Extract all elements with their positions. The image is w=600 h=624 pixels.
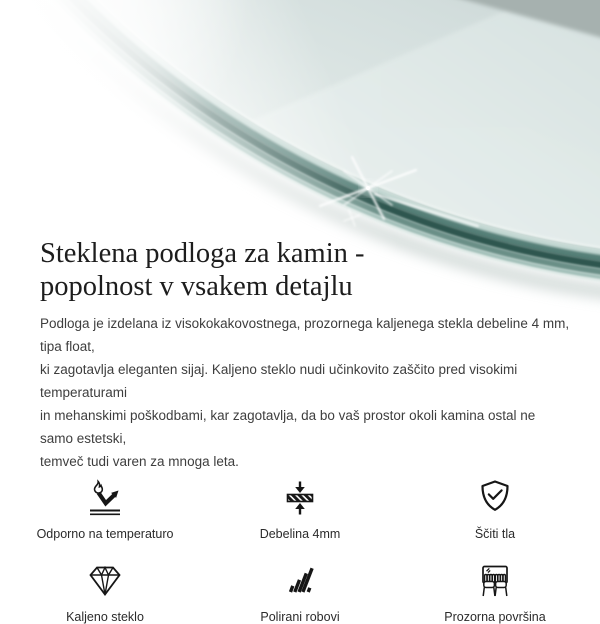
feature-label: Odporno na temperaturo bbox=[36, 527, 174, 541]
feature-grid bbox=[36, 478, 560, 624]
feature-protects-floor bbox=[430, 478, 560, 541]
paragraph-line: in mehanskimi poškodbami, kar zagotavlja, da bo vaš prostor okoli kamina ostal ne samo estetski, bbox=[40, 408, 536, 446]
polished-edges-icon bbox=[280, 561, 320, 601]
feature-label: Kaljeno steklo bbox=[66, 610, 144, 624]
feature-polished-edges bbox=[235, 561, 365, 624]
shield-check-icon bbox=[475, 478, 515, 518]
feature-tempered-glass bbox=[40, 561, 170, 624]
feature-thickness bbox=[235, 478, 365, 541]
paragraph-line: temveč tudi varen za mnoga leta. bbox=[40, 454, 239, 469]
page-title-line1: Steklena podloga za kamin - bbox=[40, 238, 365, 269]
thickness-4mm-icon bbox=[280, 478, 320, 518]
feature-heat-resistant bbox=[36, 478, 174, 541]
feature-label: Debelina 4mm bbox=[259, 527, 341, 541]
feature-label: Prozorna površina bbox=[444, 610, 546, 624]
feature-label: Polirani robovi bbox=[260, 610, 340, 624]
diamond-icon bbox=[85, 561, 125, 601]
page-title-line2: popolnost v vsakem detajlu bbox=[40, 271, 353, 302]
heat-resistant-icon bbox=[85, 478, 125, 518]
paragraph-line: ki zagotavlja eleganten sijaj. Kaljeno steklo nudi učinkovito zaščito pred visokimi temperaturami bbox=[40, 362, 518, 400]
feature-label: Ščiti tla bbox=[474, 527, 516, 541]
description-paragraph bbox=[40, 312, 570, 473]
page-title bbox=[40, 237, 560, 303]
hands-holding-glass-icon bbox=[475, 561, 515, 601]
feature-transparent-surface bbox=[430, 561, 560, 624]
paragraph-line: Podloga je izdelana iz visokokakovostnega, prozornega kaljenega stekla debeline 4 mm, tipa float, bbox=[40, 316, 570, 354]
